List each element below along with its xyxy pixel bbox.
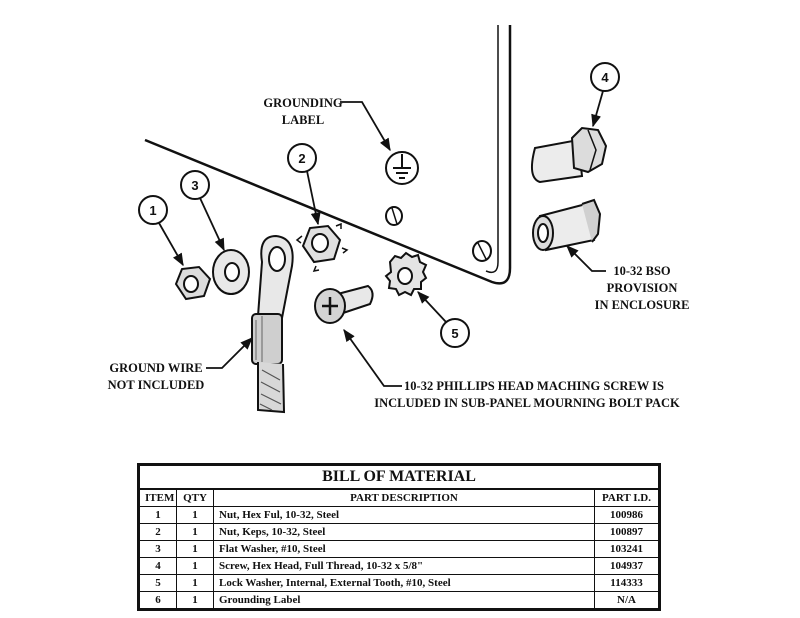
ring-terminal [252, 236, 293, 364]
svg-text:1: 1 [149, 203, 157, 218]
bom-qty: 1 [177, 524, 214, 541]
bom-item: 5 [140, 575, 177, 592]
bom-description: Screw, Hex Head, Full Thread, 10-32 x 5/8" [214, 558, 595, 575]
bom-item: 2 [140, 524, 177, 541]
grounding-label-text: GROUNDING [263, 96, 343, 110]
bom-part-id: 114333 [595, 575, 659, 592]
screw-note-text: 10-32 PHILLIPS HEAD MACHING SCREW IS [404, 379, 664, 393]
bill-of-material-table [137, 463, 661, 611]
bom-description: Lock Washer, Internal, External Tooth, #10, Steel [214, 575, 595, 592]
bom-qty: 1 [177, 541, 214, 558]
svg-text:5: 5 [451, 326, 459, 341]
grounding-label-text: LABEL [281, 113, 325, 127]
ground-wire-label-text: NOT INCLUDED [107, 378, 205, 392]
bom-header-part-id: PART I.D. [595, 489, 659, 507]
bom-description: Nut, Hex Ful, 10-32, Steel [214, 507, 595, 524]
bom-item: 6 [140, 592, 177, 609]
bom-header-item: ITEM [140, 489, 177, 507]
callout-4 [591, 63, 619, 126]
bom-qty: 1 [177, 507, 214, 524]
ground-wire [258, 362, 284, 412]
bom-item: 4 [140, 558, 177, 575]
bso-label-text: PROVISION [606, 281, 678, 295]
phillips-screw [315, 286, 373, 323]
bom-title: BILL OF MATERIAL [140, 466, 659, 490]
ground-wire-label-text: GROUND WIRE [109, 361, 203, 375]
flat-washer [213, 250, 249, 294]
panel-hole [386, 207, 402, 225]
hex-nut [176, 267, 210, 299]
bom-item: 3 [140, 541, 177, 558]
callout-3 [181, 171, 224, 250]
callout-5 [418, 292, 469, 347]
bom-part-id: 104937 [595, 558, 659, 575]
bom-header-qty: QTY [177, 489, 214, 507]
svg-text:4: 4 [601, 70, 609, 85]
table-row [140, 592, 659, 609]
bom-qty: 1 [177, 592, 214, 609]
keps-nut [297, 224, 347, 271]
hex-head-screw [532, 128, 606, 182]
bso-label-text: IN ENCLOSURE [594, 298, 690, 312]
bom-qty: 1 [177, 558, 214, 575]
bom-part-id: 103241 [595, 541, 659, 558]
bso-label-text: 10-32 BSO [613, 264, 671, 278]
bso-leader [567, 246, 606, 271]
ground-icon [386, 152, 418, 184]
screw-note-text: INCLUDED IN SUB-PANEL MOURNING BOLT PACK [374, 396, 680, 410]
panel-hole [473, 241, 491, 261]
table-row [140, 507, 659, 524]
bom-part-id: 100986 [595, 507, 659, 524]
table-row [140, 575, 659, 592]
ground-wire-leader [206, 338, 252, 368]
bom-header-row [140, 489, 659, 507]
bom-qty: 1 [177, 575, 214, 592]
bom-item: 1 [140, 507, 177, 524]
lock-washer [386, 253, 426, 295]
bom-header-description: PART DESCRIPTION [214, 489, 595, 507]
bom-part-id: 100897 [595, 524, 659, 541]
table-row [140, 558, 659, 575]
bom-part-id: N/A [595, 592, 659, 609]
table-row [140, 524, 659, 541]
bom-description: Nut, Keps, 10-32, Steel [214, 524, 595, 541]
callout-2 [288, 144, 318, 224]
screw-note-leader [344, 330, 402, 386]
bso-standoff [533, 200, 600, 250]
svg-text:3: 3 [191, 178, 199, 193]
callout-1 [139, 196, 183, 265]
bom-description: Grounding Label [214, 592, 595, 609]
bom-description: Flat Washer, #10, Steel [214, 541, 595, 558]
table-row [140, 541, 659, 558]
grounding-label-leader [340, 102, 390, 150]
svg-text:2: 2 [298, 151, 306, 166]
